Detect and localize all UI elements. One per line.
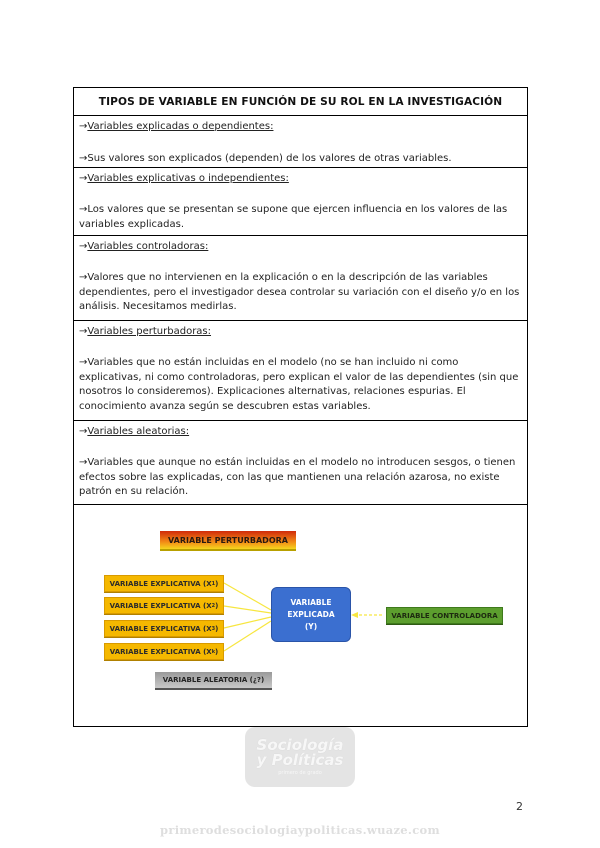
connector-x2 <box>224 606 271 613</box>
explicada-line2: EXPLICADA <box>287 609 335 619</box>
explicativa-close: ) <box>215 579 219 588</box>
explicativa-box <box>104 643 224 660</box>
explicativa-close: ) <box>215 624 219 633</box>
watermark-logo <box>245 727 355 787</box>
table-title-row <box>74 88 527 116</box>
explicada-box <box>271 587 351 642</box>
row-body-text: Sus valores son explicados (dependen) de los valores de otras variables. <box>87 153 452 164</box>
row-aleatorias <box>74 421 527 505</box>
row-heading-text: Variables explicadas o dependientes: <box>87 121 274 132</box>
explicativa-close: ) <box>215 647 219 656</box>
explicativa-box <box>104 575 224 592</box>
row-heading-text: Variables explicativas o independientes: <box>87 173 289 184</box>
row-independientes <box>74 168 527 236</box>
explicada-line3: (Y) <box>304 621 318 631</box>
arrow-icon: → <box>79 426 88 437</box>
row-body-text: Variables que no están incluidas en el modelo (no se han incluido ni como explicativas, ni como controladoras, pero explican el valor de las dependientes (sin que nosotros lo consideremos). Explicaciones alternativas, relaciones espurias. El conocimiento avanza según se descubren estas variables. <box>79 357 519 412</box>
page-number: 2 <box>516 800 523 813</box>
arrow-icon: → <box>79 241 88 252</box>
controladora-box <box>386 607 503 624</box>
variables-diagram <box>74 505 527 727</box>
aleatoria-label: VARIABLE ALEATORIA (¿?) <box>162 676 265 684</box>
row-text <box>79 356 522 414</box>
perturbadora-box <box>160 531 296 549</box>
connector-x3 <box>224 617 271 628</box>
row-heading-text: Variables aleatorias: <box>87 426 190 437</box>
footer-url: primerodesociologiaypoliticas.wuaze.com <box>160 823 440 837</box>
explicativa-sub: k <box>211 648 216 655</box>
explicativa-label: VARIABLE EXPLICATIVA (X <box>109 579 212 588</box>
row-heading <box>79 425 522 438</box>
perturbadora-label: VARIABLE PERTURBADORA <box>168 535 288 545</box>
row-perturbadoras <box>74 321 527 421</box>
arrow-icon: → <box>79 457 88 468</box>
watermark-tagline: primero de grado <box>278 770 322 776</box>
explicativa-sub: 2 <box>211 602 216 609</box>
arrowhead-icon <box>351 612 358 618</box>
explicativa-box <box>104 597 224 614</box>
arrow-icon: → <box>79 357 88 368</box>
explicada-line1: VARIABLE <box>290 597 332 607</box>
row-heading <box>79 325 522 338</box>
explicativa-sub: 1 <box>211 580 216 587</box>
watermark-line1: Sociología <box>256 736 344 754</box>
row-heading-text: Variables perturbadoras: <box>87 326 212 337</box>
explicativa-label: VARIABLE EXPLICATIVA (X <box>109 647 212 656</box>
row-body-text: Los valores que se presentan se supone que ejercen influencia en los valores de las variables explicadas. <box>79 204 508 230</box>
row-heading <box>79 240 522 253</box>
row-text <box>79 271 522 315</box>
arrow-icon: → <box>79 272 88 283</box>
row-controladoras <box>74 236 527 321</box>
arrow-icon: → <box>79 173 88 184</box>
arrow-icon: → <box>79 121 88 132</box>
watermark-line2: y Políticas <box>256 751 344 769</box>
explicativa-label: VARIABLE EXPLICATIVA (X <box>109 601 212 610</box>
controladora-label: VARIABLE CONTROLADORA <box>391 611 498 620</box>
explicativa-box <box>104 620 224 637</box>
row-heading-text: Variables controladoras: <box>87 241 209 252</box>
arrow-icon: → <box>79 204 88 215</box>
explicativa-label: VARIABLE EXPLICATIVA (X <box>109 624 212 633</box>
row-body-text: Variables que aunque no están incluidas en el modelo no introducen sesgos, o tienen efectos sobre las explicadas, con las que mantienen una relación azarosa, no existe patrón en su relación. <box>79 457 516 497</box>
connector-xk <box>224 621 271 651</box>
row-text <box>79 203 522 232</box>
arrow-icon: → <box>79 326 88 337</box>
connector-x1 <box>224 583 271 610</box>
variable-types-table <box>73 87 528 727</box>
row-heading <box>79 172 522 185</box>
row-text <box>79 152 522 167</box>
row-heading <box>79 120 522 133</box>
table-title: TIPOS DE VARIABLE EN FUNCIÓN DE SU ROL EN LA INVESTIGACIÓN <box>98 95 503 108</box>
explicativa-close: ) <box>215 601 219 610</box>
aleatoria-box <box>155 672 272 688</box>
explicativa-sub: 3 <box>211 625 216 632</box>
arrow-icon: → <box>79 153 88 164</box>
row-dependientes <box>74 116 527 168</box>
row-body-text: Valores que no intervienen en la explicación o en la descripción de las variables dependientes, pero el investigador desea controlar su variación con el diseño y/o en los análisis. Necesitamos medirlas. <box>79 272 520 312</box>
row-text <box>79 456 522 500</box>
